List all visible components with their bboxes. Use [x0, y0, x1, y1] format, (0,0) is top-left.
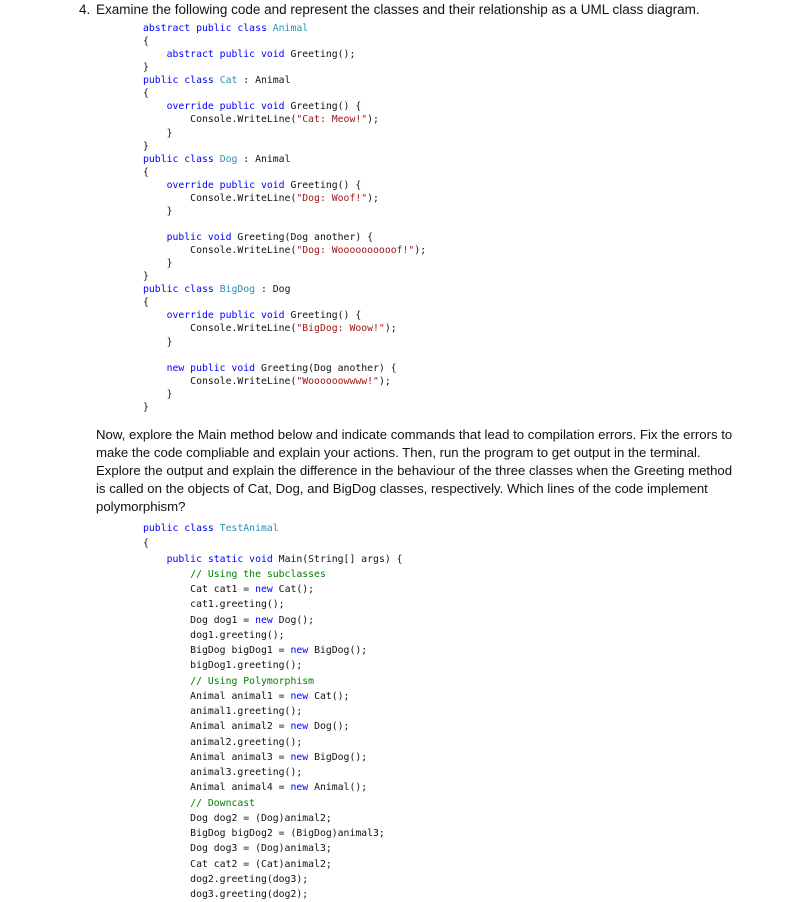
code-line — [143, 826, 403, 841]
code-token: Dog dog3 = (Dog)animal3; — [143, 843, 332, 855]
question-heading — [79, 2, 700, 17]
code-line — [143, 857, 403, 872]
code-line — [143, 597, 403, 612]
code-line — [143, 704, 403, 719]
code-line — [143, 375, 426, 388]
code-token: Animal animal3 = — [143, 751, 291, 763]
code-token: new — [290, 751, 315, 763]
code-line — [143, 283, 426, 296]
code-line — [143, 74, 426, 87]
code-line — [143, 552, 403, 567]
code-line — [143, 270, 426, 283]
code-token: Dog — [219, 153, 238, 165]
code-token: new — [255, 614, 279, 626]
code-token: dog2.greeting(dog3); — [143, 873, 309, 885]
code-line — [143, 296, 426, 309]
code-token: "Cat: Meow!" — [296, 114, 368, 126]
code-token: "Dog: Woof!" — [296, 192, 368, 204]
code-line — [143, 643, 403, 658]
code-line — [143, 127, 426, 140]
instructions-paragraph: Now, explore the Main method below and indicate commands that lead to compilation errors. Fix the errors to make the code compliable and explain your actions. Then, run the program to get output in the terminal. Explore the output and explain the difference in the behaviour of the three classes when the Greeting method is called on the objects of Cat, Dog, and BigDog classes, respectively. Which lines of the code implement polymorphism? — [96, 427, 733, 514]
code-line — [143, 674, 403, 689]
code-token: Console.WriteLine( — [143, 114, 297, 126]
code-line — [143, 22, 426, 35]
code-token: } — [143, 140, 149, 152]
code-token: ); — [367, 192, 379, 204]
code-line — [143, 628, 403, 643]
code-token: animal1.greeting(); — [143, 706, 303, 717]
code-token: animal3.greeting(); — [143, 767, 303, 778]
code-token: ); — [384, 323, 397, 335]
code-token: : Animal — [237, 153, 291, 165]
code-line — [143, 87, 426, 100]
code-line — [143, 179, 426, 192]
code-token: new — [290, 690, 315, 702]
question-number: 4. — [79, 2, 91, 17]
code-token: BigDog(); — [314, 645, 368, 656]
code-line — [143, 35, 426, 48]
code-token: bigDog1.greeting(); — [143, 660, 303, 672]
code-token: : Animal — [237, 75, 291, 87]
code-token: "BigDog: Woow!" — [296, 323, 385, 335]
code-token: Greeting(Dog another) { — [237, 232, 374, 243]
code-line — [143, 349, 426, 362]
code-token: TestAnimal — [219, 523, 279, 534]
code-token: // Downcast — [190, 797, 256, 809]
code-token: public static void — [166, 553, 279, 565]
code-line — [143, 205, 426, 218]
code-token — [143, 676, 190, 687]
code-token: Animal animal4 = — [143, 782, 291, 794]
code-token: { — [143, 297, 149, 309]
code-token: public class — [143, 284, 220, 296]
code-token: animal2.greeting(); — [143, 736, 303, 748]
code-token: } — [143, 258, 173, 270]
code-line — [143, 231, 426, 244]
code-token: ); — [367, 114, 379, 126]
code-token — [143, 363, 167, 374]
code-token: Console.WriteLine( — [143, 375, 297, 387]
code-line — [143, 388, 426, 401]
code-line — [143, 401, 426, 414]
code-token: } — [143, 205, 173, 217]
code-line — [143, 719, 403, 734]
code-token: Greeting() { — [290, 101, 362, 113]
code-token: { — [143, 36, 149, 48]
code-line — [143, 61, 426, 74]
code-line — [143, 244, 426, 257]
code-token — [143, 180, 167, 191]
code-token — [143, 569, 190, 580]
code-block-classes — [143, 22, 426, 414]
code-line — [143, 140, 426, 153]
code-line — [143, 582, 403, 597]
code-token: Console.WriteLine( — [143, 245, 297, 257]
code-line — [143, 153, 426, 166]
code-token: Cat — [219, 75, 238, 87]
code-line — [143, 872, 403, 887]
code-token: new — [290, 721, 315, 733]
code-token: BigDog(); — [314, 751, 368, 763]
code-token: ); — [378, 375, 391, 387]
code-token: Greeting() { — [290, 310, 362, 322]
code-token: } — [143, 388, 173, 400]
code-token — [143, 49, 167, 60]
code-token: BigDog — [219, 284, 256, 296]
code-line — [143, 521, 403, 536]
code-line — [143, 362, 426, 375]
code-token: Cat cat2 = (Cat)animal2; — [143, 858, 332, 870]
code-line — [143, 336, 426, 349]
code-token: // Using Polymorphism — [190, 675, 315, 687]
code-token: cat1.greeting(); — [143, 599, 285, 611]
code-token: override public void — [166, 310, 291, 322]
code-token: Cat cat1 = — [143, 584, 256, 595]
code-line — [143, 796, 403, 811]
code-token: abstract public class — [143, 23, 273, 34]
code-line — [143, 841, 403, 856]
code-line — [143, 322, 426, 335]
code-token: "Dog: Woooooooooof!" — [296, 245, 415, 257]
code-line — [143, 113, 426, 126]
code-token: abstract public void — [166, 49, 291, 61]
code-token: Dog(); — [314, 721, 350, 733]
code-token: BigDog bigDog1 = — [143, 645, 291, 656]
code-line — [143, 765, 403, 780]
code-token: Animal(); — [314, 782, 368, 794]
code-token: } — [143, 401, 149, 413]
code-token: Greeting(Dog another) { — [260, 362, 397, 374]
question-text: Examine the following code and represent the classes and their relationship as a UML class diagram. — [96, 2, 700, 17]
code-block-main-method — [143, 521, 403, 902]
code-line — [143, 166, 426, 179]
code-line — [143, 613, 403, 628]
code-line — [143, 192, 426, 205]
code-token: override public void — [166, 101, 291, 113]
code-token: Animal animal2 = — [143, 721, 291, 733]
code-line — [143, 218, 426, 231]
code-line — [143, 811, 403, 826]
code-token: : Dog — [255, 284, 291, 296]
code-token: { — [143, 88, 149, 100]
code-token: dog3.greeting(dog2); — [143, 889, 309, 900]
code-token — [143, 798, 190, 809]
code-line — [143, 100, 426, 113]
code-token: Cat(); — [314, 690, 350, 702]
code-token: } — [143, 127, 173, 139]
code-token: Greeting() { — [290, 179, 362, 191]
code-line — [143, 309, 426, 322]
code-token: new — [290, 645, 315, 656]
code-token: public class — [143, 75, 220, 87]
code-token: // Using the subclasses — [190, 568, 326, 580]
code-line — [143, 750, 403, 765]
code-token: BigDog bigDog2 = (BigDog)animal3; — [143, 828, 385, 839]
code-token: new — [255, 584, 279, 595]
code-line — [143, 536, 403, 551]
code-token — [143, 101, 167, 112]
code-token: Main(String[] args) { — [278, 553, 403, 565]
code-line — [143, 658, 403, 673]
code-token — [143, 310, 167, 321]
code-token: public class — [143, 153, 220, 165]
code-token: Cat(); — [278, 584, 315, 595]
code-line — [143, 735, 403, 750]
code-token: Console.WriteLine( — [143, 323, 297, 335]
code-token: Dog(); — [278, 614, 315, 626]
code-token — [143, 232, 167, 243]
code-token: Animal — [272, 23, 309, 34]
code-token: } — [143, 336, 173, 348]
code-line — [143, 567, 403, 582]
code-token: new — [290, 782, 315, 794]
code-token: ); — [414, 245, 427, 257]
code-token: } — [143, 271, 149, 283]
code-token: "Woooooowwww!" — [296, 375, 379, 387]
code-line — [143, 780, 403, 795]
code-token: Dog dog1 = — [143, 614, 256, 626]
code-token — [143, 554, 167, 565]
code-line — [143, 689, 403, 704]
code-token: Console.WriteLine( — [143, 192, 297, 204]
code-token: public class — [143, 523, 220, 534]
code-token: } — [143, 62, 149, 74]
code-line — [143, 257, 426, 270]
code-token: dog1.greeting(); — [143, 629, 285, 641]
code-token: public void — [166, 232, 238, 243]
code-line — [143, 48, 426, 61]
code-token: { — [143, 538, 149, 550]
code-token: override public void — [166, 179, 291, 191]
code-token: Dog dog2 = (Dog)animal2; — [143, 812, 332, 824]
code-token: new public void — [166, 362, 261, 374]
code-token: Greeting(); — [290, 49, 356, 61]
code-token: { — [143, 166, 149, 178]
code-token: Animal animal1 = — [143, 690, 291, 702]
